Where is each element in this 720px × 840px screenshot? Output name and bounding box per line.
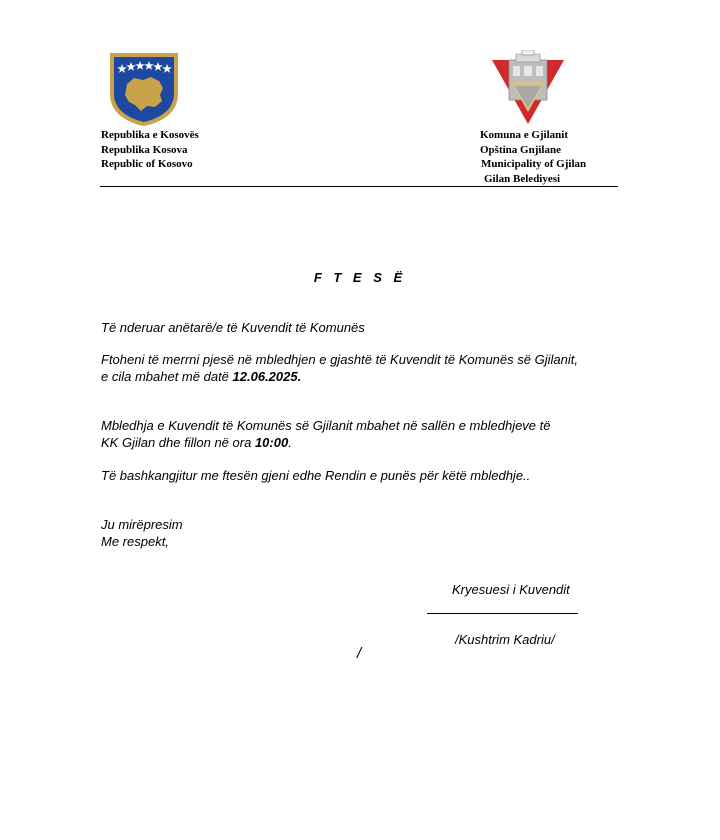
header-right-line-2: Opština Gnjilane — [480, 144, 561, 156]
header-right-line-3: Municipality of Gjilan — [481, 158, 587, 170]
signature-line — [427, 613, 578, 614]
closing-line-1: Ju mirëpresim — [101, 517, 183, 532]
closing-line-2: Me respekt, — [101, 534, 169, 549]
venue-line-2-text: KK Gjilan dhe fillon në ora — [101, 435, 255, 450]
signature-mark: / — [357, 645, 362, 662]
gjilan-municipality-emblem-icon — [489, 50, 567, 124]
document-title: F T E S Ë — [313, 270, 407, 285]
header-divider — [100, 186, 618, 187]
signatory-title: Kryesuesi i Kuvendit — [452, 582, 570, 597]
header-left-line-1: Republika e Kosovës — [101, 129, 199, 141]
signatory-name: /Kushtrim Kadriu/ — [455, 632, 555, 647]
meeting-date: 12.06.2025. — [232, 369, 302, 384]
meeting-time: 10:00 — [254, 435, 289, 450]
header-right-line-1: Komuna e Gjilanit — [480, 129, 569, 141]
kosovo-coat-of-arms-icon — [107, 50, 181, 128]
paragraph-attachment: Të bashkangjitur me ftesën gjeni edhe Rendin e punës për këtë mbledhje.. — [101, 468, 531, 483]
paragraph-invitation — [101, 351, 581, 385]
paragraph-venue-line-1: Mbledhja e Kuvendit të Komunës së Gjilanit mbahet në sallën e mbledhjeve të — [101, 418, 551, 433]
header-left-line-3: Republic of Kosovo — [101, 158, 193, 170]
header-right-line-4: Gilan Belediyesi — [484, 173, 561, 185]
venue-line-2-end: . — [288, 435, 292, 450]
salutation: Të nderuar anëtarë/e të Kuvendit të Komunës — [101, 320, 365, 335]
paragraph-invitation-text: Ftoheni të merrni pjesë në mbledhjen e gjashtë të Kuvendit të Komunës së Gjilanit, e cila mbahet më datë — [101, 352, 578, 384]
paragraph-venue-line-2 — [101, 434, 621, 451]
header-left-line-2: Republika Kosova — [101, 144, 188, 156]
